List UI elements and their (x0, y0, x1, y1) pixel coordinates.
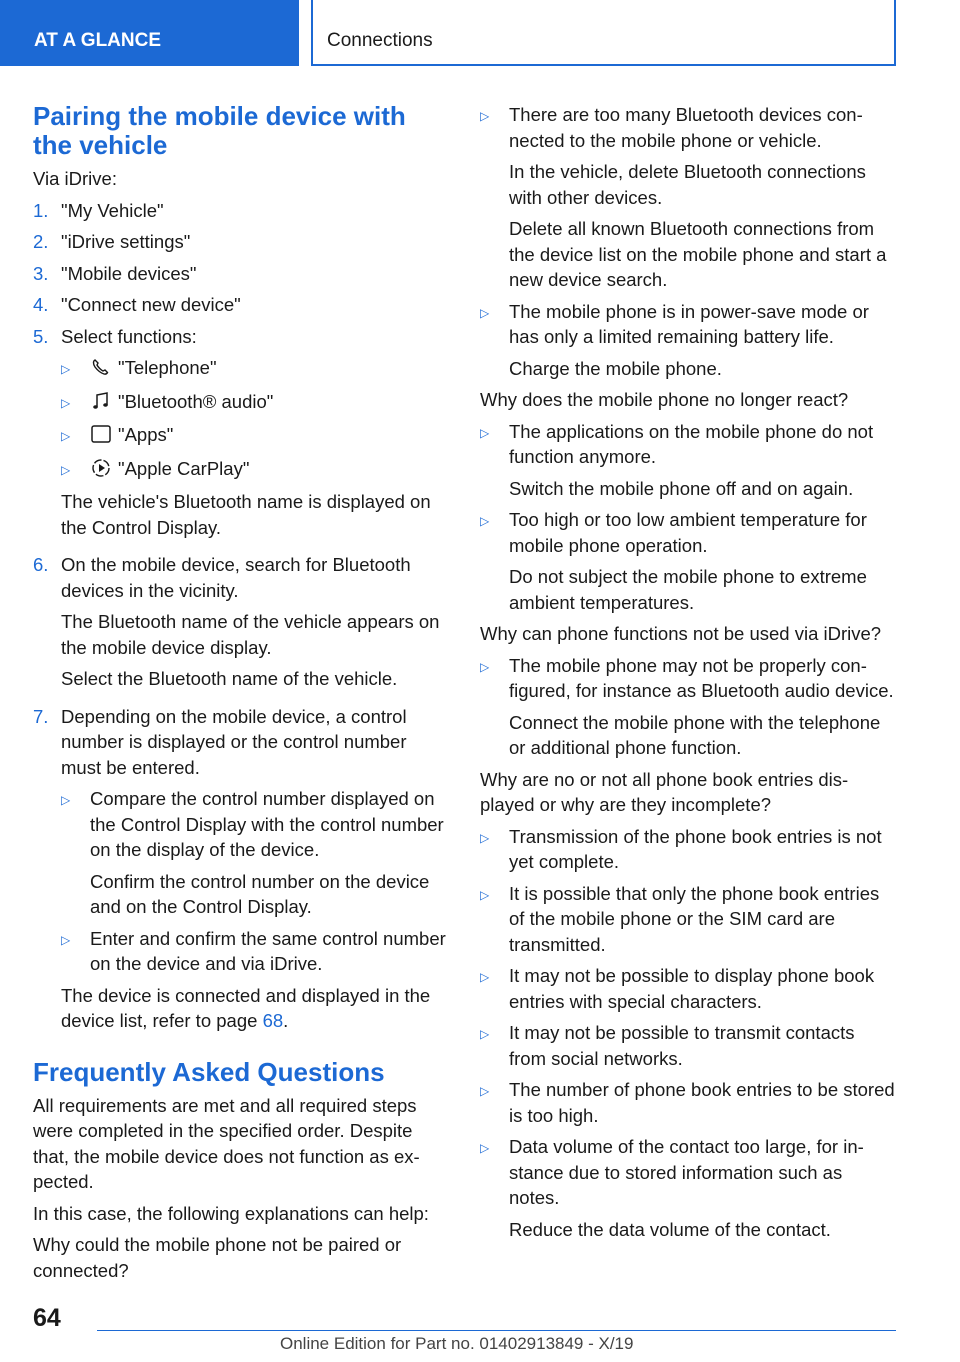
triangle-bullet-icon: ▷ (480, 970, 490, 984)
faq-bullet (480, 824, 896, 875)
faq-bullet (480, 299, 896, 382)
pairing-intro: Via iDrive: (33, 168, 117, 189)
step-number: 7. (33, 705, 49, 727)
bullet-note: Delete all known Bluetooth connections from the device list on the mobile phone and start a new device search. (509, 218, 887, 290)
step-7 (33, 704, 448, 1040)
final-text: The device is connected and displayed in the device list, refer to page (61, 984, 431, 1031)
step-text: "My Vehicle" (61, 199, 164, 221)
faq-bullet (480, 653, 896, 761)
triangle-bullet-icon: ▷ (61, 932, 71, 947)
step-5 (33, 324, 448, 547)
triangle-bullet-icon: ▷ (480, 887, 490, 902)
step-6-note: Select the Bluetooth name of the vehicle. (61, 668, 398, 689)
function-label: "Apple CarPlay" (118, 457, 250, 479)
bullet-note: Confirm the control number on the device and on the Control Display. (90, 870, 430, 917)
bullet-text: The number of phone book entries to be stored is too high. (509, 1079, 895, 1126)
music-note-icon (90, 391, 112, 411)
triangle-bullet-icon: ▷ (480, 514, 490, 528)
faq-bullet (480, 1077, 896, 1128)
triangle-bullet-icon: ▷ (480, 1027, 490, 1041)
step-text: Select functions: (61, 325, 197, 347)
step-number: 1. (33, 199, 49, 221)
left-column (33, 102, 448, 1289)
triangle-bullet-icon: ▷ (480, 1141, 490, 1155)
function-telephone (61, 355, 448, 383)
triangle-bullet-icon: ▷ (61, 395, 71, 410)
faq-question-3: Why can phone functions not be used via iDrive? (480, 623, 882, 644)
step-text: "Connect new device" (61, 294, 241, 315)
faq-heading: Frequently Asked Questions (33, 1056, 385, 1087)
faq-question-2: Why does the mobile phone no longer react? (480, 389, 849, 410)
step-1 (33, 198, 448, 224)
step-number: 2. (33, 231, 49, 252)
step-5-note: The vehicle's Bluetooth name is displayed on the Control Display. (61, 491, 431, 538)
bullet-text: Too high or too low ambient temperature for mobile phone operation. (509, 509, 867, 556)
step-7-bullet (61, 926, 448, 977)
faq-intro: All requirements are met and all required steps were completed in the specified order. Despite that, the mobile device does not function as expected. (33, 1094, 420, 1192)
function-apps (61, 422, 448, 450)
step-2 (33, 229, 448, 255)
step-number: 5. (33, 325, 49, 347)
function-label: "Telephone" (118, 357, 217, 378)
telephone-icon (90, 357, 112, 377)
bullet-text: Enter and confirm the same control number on the device and via iDrive. (90, 927, 446, 974)
triangle-bullet-icon: ▷ (61, 429, 71, 443)
triangle-bullet-icon: ▷ (480, 109, 490, 123)
step-number: 6. (33, 554, 49, 575)
bullet-text: It may not be possible to transmit contacts from social networks. (509, 1022, 855, 1069)
chapter-title: Connections (311, 0, 896, 66)
bullet-text: It is possible that only the phone book entries of the mobile phone or the SIM card are transmitted. (509, 882, 880, 955)
bullet-note: Connect the mobile phone with the telephone or additional phone function. (509, 711, 881, 758)
faq-bullet (480, 419, 896, 502)
faq-question-1: Why could the mobile phone not be paired or connected? (33, 1234, 402, 1281)
function-label: "Apps" (118, 424, 174, 445)
section-tab[interactable]: AT A GLANCE (0, 0, 299, 66)
final-text-end: . (283, 1010, 289, 1031)
step-text: "Mobile devices" (61, 262, 197, 284)
step-4 (33, 292, 448, 318)
step-7-bullet (61, 786, 448, 920)
bullet-note: Reduce the data volume of the contact. (509, 1218, 831, 1240)
triangle-bullet-icon: ▷ (480, 659, 490, 674)
step-number: 4. (33, 294, 49, 315)
bullet-note: Do not subject the mobile phone to extreme ambient temperatures. (509, 566, 867, 613)
carplay-icon (90, 458, 112, 478)
bullet-note: In the vehicle, delete Bluetooth connections with other devices. (509, 161, 866, 208)
step-3 (33, 261, 448, 287)
triangle-bullet-icon: ▷ (480, 1084, 490, 1098)
step-6-note: The Bluetooth name of the vehicle appears on the mobile device display. (61, 611, 440, 658)
bullet-text: It may not be possible to display phone book entries with special characters. (509, 965, 875, 1012)
apps-icon (90, 424, 112, 444)
page-reference-link[interactable]: 68 (262, 1010, 284, 1031)
bullet-text: Transmission of the phone book entries is not yet complete. (509, 825, 882, 872)
faq-bullet (480, 963, 896, 1014)
edition-footer: Online Edition for Part no. 01402913849 - X/19 (280, 1334, 634, 1353)
page-header (0, 0, 960, 66)
step-text: "iDrive settings" (61, 231, 191, 252)
pairing-steps (33, 198, 448, 1040)
function-carplay (61, 456, 448, 484)
step-6 (33, 552, 448, 698)
triangle-bullet-icon: ▷ (480, 305, 490, 320)
footer-divider (97, 1330, 896, 1331)
bullet-note: Switch the mobile phone off and on again. (509, 477, 854, 499)
page-number: 64 (33, 1304, 61, 1332)
step-number: 3. (33, 262, 49, 284)
function-bluetooth-audio (61, 389, 448, 417)
faq-bullet (480, 102, 896, 293)
faq-bullet (480, 507, 896, 615)
bullet-text: Data volume of the contact too large, for instance due to stored information such as notes. (509, 1136, 864, 1208)
step-text: Depending on the mobile device, a control number is displayed or the control number must be entered. (61, 705, 407, 778)
faq-help: In this case, the following explanations can help: (33, 1202, 429, 1224)
triangle-bullet-icon: ▷ (61, 362, 71, 376)
faq-bullet (480, 881, 896, 958)
function-label: "Bluetooth® audio" (118, 390, 274, 412)
bullet-text: Compare the control number displayed on the Control Display with the control number on the display of the device. (90, 788, 444, 860)
bullet-text: The applications on the mobile phone do not function anymore. (509, 420, 874, 467)
triangle-bullet-icon: ▷ (480, 425, 490, 440)
right-column (480, 102, 896, 1248)
faq-bullet (480, 1020, 896, 1071)
pairing-heading: Pairing the mobile device with the vehicle (33, 101, 406, 160)
bullet-note: Charge the mobile phone. (509, 357, 722, 379)
bullet-text: The mobile phone may not be properly configured, for instance as Bluetooth audio device. (509, 654, 894, 701)
triangle-bullet-icon: ▷ (61, 462, 71, 477)
faq-question-4: Why are no or not all phone book entries displayed or why are they incomplete? (480, 768, 849, 815)
step-text: On the mobile device, search for Bluetooth devices in the vicinity. (61, 554, 411, 601)
step-7-final (61, 983, 448, 1034)
triangle-bullet-icon: ▷ (480, 830, 490, 845)
faq-bullet (480, 1134, 896, 1242)
bullet-text: The mobile phone is in power-save mode or has only a limited remaining battery life. (509, 300, 869, 347)
triangle-bullet-icon: ▷ (61, 793, 71, 807)
bullet-text: There are too many Bluetooth devices connected to the mobile phone or vehicle. (509, 104, 863, 151)
